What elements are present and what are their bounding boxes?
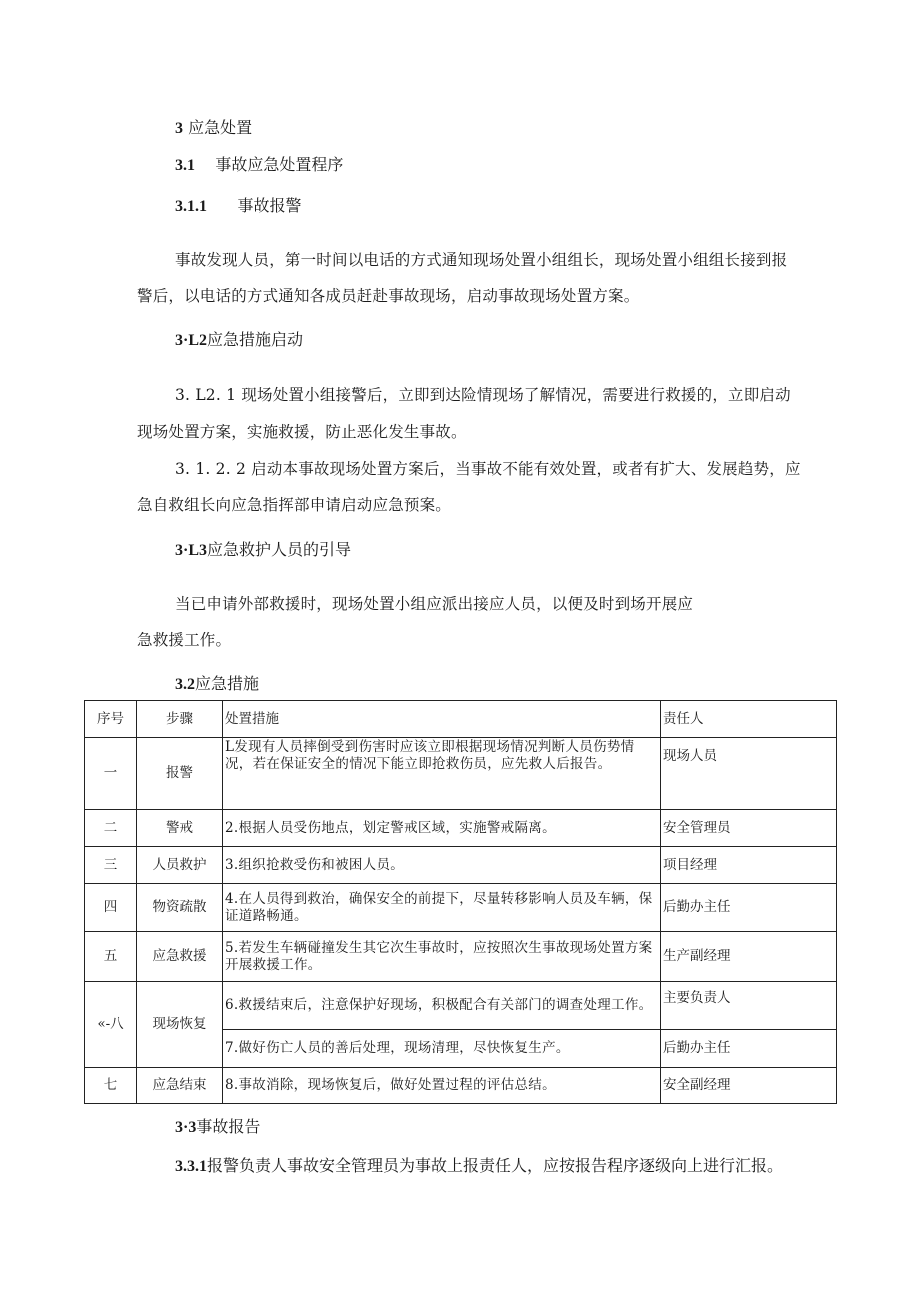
heading-3-1-2: 3·L2应急措施启动 bbox=[175, 330, 304, 349]
row-person: 后勤办主任 bbox=[661, 1030, 837, 1068]
row-no: 五 bbox=[85, 932, 137, 982]
row-no: 七 bbox=[85, 1068, 137, 1104]
row-action: L发现有人员摔倒受到伤害时应该立即根据现场情况判断人员伤势情况，若在保证安全的情况下能立即抢救伤员，应先救人后报告。 bbox=[223, 738, 661, 810]
heading-3-1-3: 3·L3应急救护人员的引导 bbox=[175, 540, 352, 559]
header-person: 责任人 bbox=[661, 701, 837, 738]
row-action: 5.若发生车辆碰撞发生其它次生事故时，应按照次生事故现场处置方案开展救援工作。 bbox=[223, 932, 661, 982]
para-3-1-1-line1: 事故发现人员，第一时间以电话的方式通知现场处置小组组长，现场处置小组组长接到报 bbox=[175, 251, 788, 269]
row-action: 4.在人员得到救治，确保安全的前提下，尽量转移影响人员及车辆，保证道路畅通。 bbox=[223, 884, 661, 932]
table-header-row bbox=[85, 701, 837, 738]
row-action: 7.做好伤亡人员的善后处理，现场清理，尽快恢复生产。 bbox=[223, 1030, 661, 1068]
row-action: 2.根据人员受伤地点，划定警戒区域，实施警戒隔离。 bbox=[223, 810, 661, 847]
table-row bbox=[85, 738, 837, 810]
para-3-1-3-line2: 急救援工作。 bbox=[137, 631, 232, 649]
row-person: 现场人员 bbox=[661, 738, 837, 810]
para-3-1-2-1-line2: 现场处置方案，实施救援，防止恶化发生事故。 bbox=[137, 423, 467, 441]
row-no: 四 bbox=[85, 884, 137, 932]
para-3-1-2-2-line2: 急自救组长向应急指挥部申请启动应急预案。 bbox=[137, 496, 452, 514]
row-step: 人员救护 bbox=[137, 847, 223, 884]
row-step: 应急结束 bbox=[137, 1068, 223, 1104]
row-action: 8.事故消除，现场恢复后，做好处置过程的评估总结。 bbox=[223, 1068, 661, 1104]
row-action: 3.组织抢救受伤和被困人员。 bbox=[223, 847, 661, 884]
row-person: 项目经理 bbox=[661, 847, 837, 884]
row-person: 后勤办主任 bbox=[661, 884, 837, 932]
row-step: 应急救援 bbox=[137, 932, 223, 982]
row-person: 安全管理员 bbox=[661, 810, 837, 847]
row-person: 主要负责人 bbox=[661, 982, 837, 1030]
para-3-1-2-2-line1: 3. 1. 2. 2 启动本事故现场处置方案后，当事故不能有效处置，或者有扩大、发展趋势，应 bbox=[175, 460, 801, 478]
table-row bbox=[85, 810, 837, 847]
row-no: 三 bbox=[85, 847, 137, 884]
heading-3-3: 3·3事故报告 bbox=[175, 1117, 261, 1136]
para-3-1-1-line2: 警后，以电话的方式通知各成员赶赴事故现场，启动事故现场处置方案。 bbox=[137, 287, 640, 305]
row-person: 安全副经理 bbox=[661, 1068, 837, 1104]
row-no: 一 bbox=[85, 738, 137, 810]
heading-3-1-1: 3.1.1 事故报警 bbox=[175, 196, 302, 215]
row-action: 6.救援结束后，注意保护好现场，积极配合有关部门的调查处理工作。 bbox=[223, 982, 661, 1030]
heading-3-2: 3.2应急措施 bbox=[175, 674, 260, 693]
row-no: «-八 bbox=[85, 982, 137, 1068]
table-row bbox=[85, 932, 837, 982]
table-row bbox=[85, 847, 837, 884]
table-row bbox=[85, 982, 837, 1030]
para-3-1-3-line1: 当已申请外部救援时，现场处置小组应派出接应人员，以便及时到场开展应 bbox=[175, 595, 694, 613]
row-person: 生产副经理 bbox=[661, 932, 837, 982]
header-no: 序号 bbox=[85, 701, 137, 738]
table-row bbox=[85, 1068, 837, 1104]
heading-3-1: 3.1 事故应急处置程序 bbox=[175, 155, 344, 174]
table-row bbox=[85, 884, 837, 932]
row-step: 警戒 bbox=[137, 810, 223, 847]
row-step: 物资疏散 bbox=[137, 884, 223, 932]
para-3-3-1: 3.3.1报警负责人事故安全管理员为事故上报责任人，应按报告程序逐级向上进行汇报。 bbox=[175, 1156, 784, 1175]
para-3-1-2-1-line1: 3. L2. 1 现场处置小组接警后，立即到达险情现场了解情况，需要进行救援的，立即启动 bbox=[175, 386, 791, 404]
header-step: 步骤 bbox=[137, 701, 223, 738]
row-step: 报警 bbox=[137, 738, 223, 810]
measures-table bbox=[84, 700, 837, 1104]
header-action: 处置措施 bbox=[223, 701, 661, 738]
row-no: 二 bbox=[85, 810, 137, 847]
row-step: 现场恢复 bbox=[137, 982, 223, 1068]
heading-3: 3 应急处置 bbox=[175, 118, 253, 137]
